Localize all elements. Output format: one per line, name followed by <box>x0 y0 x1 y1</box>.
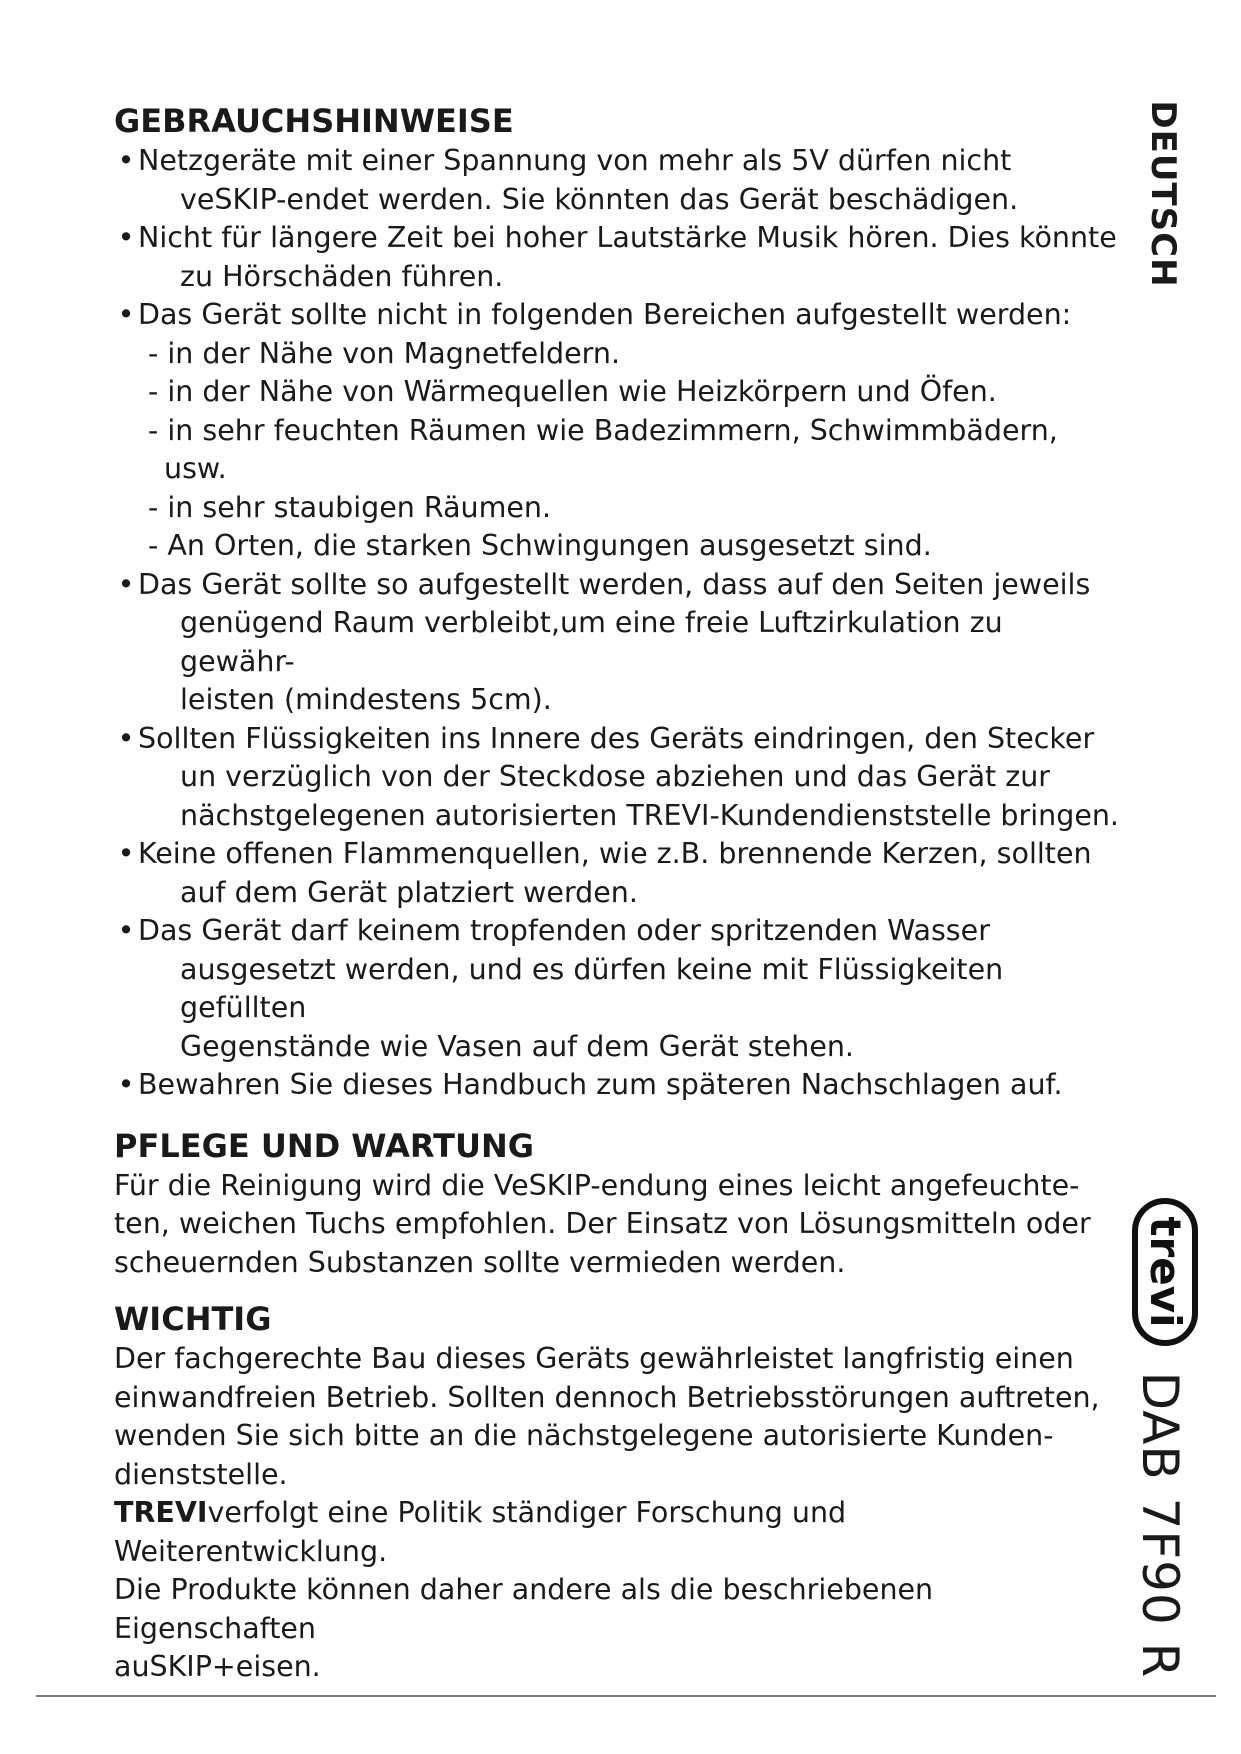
bullet-line: Netzgeräte mit einer Spannung von mehr als 5V dürfen nicht <box>138 144 1012 177</box>
model-label-text: DAB 7F90 R <box>1131 1371 1189 1679</box>
bullet-dot: • <box>117 144 135 177</box>
paragraph-line: wenden Sie sich bitte an die nächstgelegene autorisierte Kunden- <box>114 1419 1054 1452</box>
important-heading: WICHTIG <box>114 1300 272 1338</box>
usage-bullet-3 <box>114 296 1124 335</box>
bullet-line: Nicht für längere Zeit bei hoher Lautstärke Musik hören. Dies könnte <box>138 221 1117 254</box>
language-label <box>1140 100 1186 288</box>
paragraph-line: dienststelle. <box>114 1457 288 1491</box>
sub-item: - in sehr staubigen Räumen. <box>148 490 552 524</box>
bullet-line: Das Gerät sollte so aufgestellt werden, dass auf den Seiten jeweils <box>138 567 1091 601</box>
language-label-text: DEUTSCH <box>1143 100 1183 288</box>
sub-item: - in der Nähe von Magnetfeldern. <box>148 336 621 370</box>
bullet-dot: • <box>117 914 135 947</box>
model-label <box>1120 1371 1200 1679</box>
sub-item: - in der Nähe von Wärmequellen wie Heizkörpern und Öfen. <box>148 375 997 408</box>
sub-item: - in sehr feuchten Räumen wie Badezimmern, Schwimmbädern, <box>148 413 1058 447</box>
bullet-dot: • <box>117 721 135 755</box>
usage-heading: GEBRAUCHSHINWEISE <box>114 102 514 140</box>
bullet-line: Das Gerät darf keinem tropfenden oder spritzenden Wasser <box>138 914 990 947</box>
trevi-logo-text: trevi <box>1141 1216 1190 1328</box>
usage-bullet-7 <box>114 912 1124 1066</box>
sub-item: - An Orten, die starken Schwingungen ausgesetzt sind. <box>148 529 932 562</box>
bullet-line: zu Hörschäden führen. <box>180 259 504 293</box>
bullet-line: auf dem Gerät platziert werden. <box>180 875 638 909</box>
usage-bullet-6 <box>114 835 1124 912</box>
usage-bullet-4 <box>114 566 1124 720</box>
bullet-dot: • <box>117 1068 135 1101</box>
bullet-line: Sollten Flüssigkeiten ins Innere des Geräts eindringen, den Stecker <box>138 721 1095 755</box>
paragraph-line: Der fachgerechte Bau dieses Geräts gewährleistet langfristig einen <box>114 1342 1074 1375</box>
bullet-line: ausgesetzt werden, und es dürfen keine mit Flüssigkeiten gefüllten <box>180 952 1004 1024</box>
sub-item-continuation: usw. <box>164 452 227 485</box>
usage-bullet-5 <box>114 720 1124 836</box>
bullet-line: genügend Raum verbleibt,um eine freie Luftzirkulation zu gewähr- <box>180 606 1003 678</box>
bullet-line: veSKIP-endet werden. Sie könnten das Gerät beschädigen. <box>180 182 1019 216</box>
bullet-dot: • <box>117 567 135 601</box>
paragraph-line: auSKIP+eisen. <box>114 1650 321 1683</box>
usage-bullet-1 <box>114 142 1124 219</box>
important-paragraph <box>114 1340 1124 1687</box>
paragraph-line: scheuernden Substanzen sollte vermieden werden. <box>114 1245 846 1279</box>
bullet-line: nächstgelegenen autorisierten TREVI-Kundendienststelle bringen. <box>180 798 1119 832</box>
bullet-dot: • <box>117 837 135 870</box>
bullet-dot: • <box>117 221 135 254</box>
brand-sentence: verfolgt eine Politik ständiger Forschung und Weiterentwicklung. <box>114 1496 847 1568</box>
paragraph-line: einwandfreien Betrieb. Sollten dennoch Betriebsstörungen auftreten, <box>114 1380 1100 1414</box>
bullet-line: Keine offenen Flammenquellen, wie z.B. brennende Kerzen, sollten <box>138 837 1092 870</box>
usage-bullet-8 <box>114 1066 1124 1105</box>
sub-list <box>114 335 1124 566</box>
brand-name: TREVI <box>114 1496 208 1529</box>
bullet-line: Bewahren Sie dieses Handbuch zum späteren Nachschlagen auf. <box>138 1068 1063 1101</box>
bullet-dot: • <box>117 298 135 331</box>
bullet-line: Das Gerät sollte nicht in folgenden Bereichen aufgestellt werden: <box>138 298 1072 331</box>
bullet-line: un verzüglich von der Steckdose abziehen und das Gerät zur <box>180 760 1051 793</box>
bullet-line: Gegenstände wie Vasen auf dem Gerät stehen. <box>180 1029 854 1063</box>
care-heading: PFLEGE UND WARTUNG <box>114 1126 534 1165</box>
paragraph-line: ten, weichen Tuchs empfohlen. Der Einsatz von Lösungsmitteln oder <box>114 1207 1091 1240</box>
bottom-rule <box>36 1695 1216 1697</box>
usage-bullet-2 <box>114 219 1124 296</box>
paragraph-line: Die Produkte können daher andere als die beschriebenen Eigenschaften <box>114 1573 934 1645</box>
care-paragraph <box>114 1167 1124 1283</box>
bullet-line: leisten (mindestens 5cm). <box>180 683 552 716</box>
document-body <box>114 100 1124 1687</box>
paragraph-line <box>114 1494 1124 1571</box>
paragraph-line: Für die Reinigung wird die VeSKIP-endung eines leicht angefeuchte- <box>114 1168 1080 1202</box>
trevi-logo <box>1131 1197 1199 1347</box>
